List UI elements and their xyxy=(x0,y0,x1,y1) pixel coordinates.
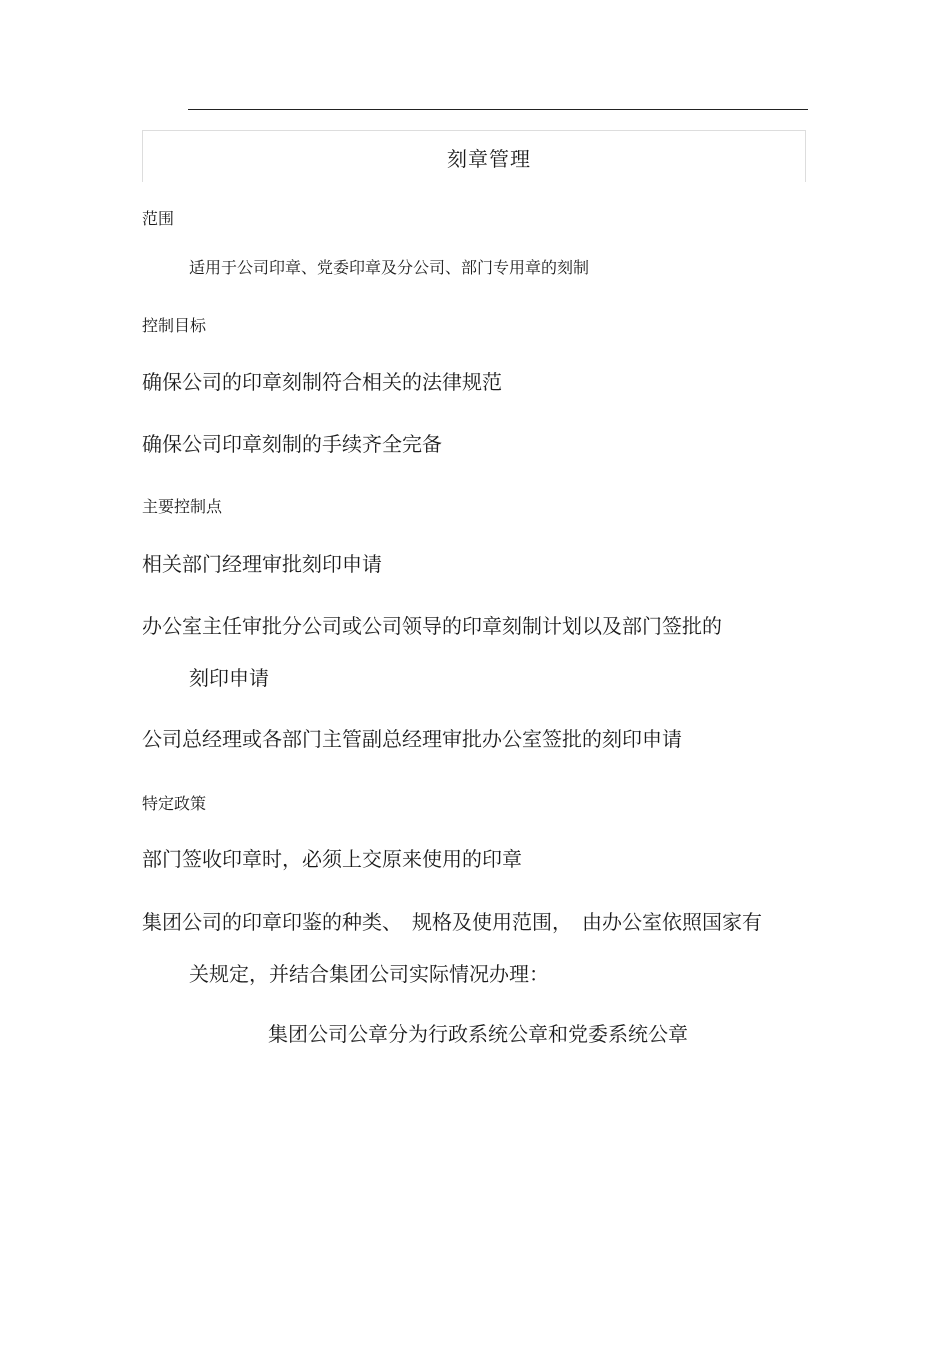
section-heading-scope: 范围 xyxy=(142,209,175,228)
control-point-item-2: 办公室主任审批分公司或公司领导的印章刻制计划以及部门签批的 xyxy=(142,614,722,638)
policy-item-1: 部门签收印章时，必须上交原来使用的印章 xyxy=(142,847,522,871)
section-heading-control-points: 主要控制点 xyxy=(142,497,223,516)
page-title: 刻章管理 xyxy=(447,147,531,171)
policy-item-2: 集团公司的印章印鉴的种类、 规格及使用范围， 由办公室依照国家有 xyxy=(142,910,762,934)
section-heading-policies: 特定政策 xyxy=(142,794,207,813)
objective-item-2: 确保公司印章刻制的手续齐全完备 xyxy=(142,432,442,456)
policy-sub-item: 集团公司公章分为行政系统公章和党委系统公章 xyxy=(268,1022,688,1046)
section-heading-objectives: 控制目标 xyxy=(142,316,207,335)
control-point-item-3: 公司总经理或各部门主管副总经理审批办公室签批的刻印申请 xyxy=(142,727,682,751)
policy-item-2-cont: 关规定，并结合集团公司实际情况办理： xyxy=(189,962,549,986)
control-point-item-2-cont: 刻印申请 xyxy=(189,666,269,690)
header-rule xyxy=(188,109,808,110)
scope-text: 适用于公司印章、党委印章及分公司、部门专用章的刻制 xyxy=(189,258,590,277)
objective-item-1: 确保公司的印章刻制符合相关的法律规范 xyxy=(142,370,502,394)
control-point-item-1: 相关部门经理审批刻印申请 xyxy=(142,552,382,576)
